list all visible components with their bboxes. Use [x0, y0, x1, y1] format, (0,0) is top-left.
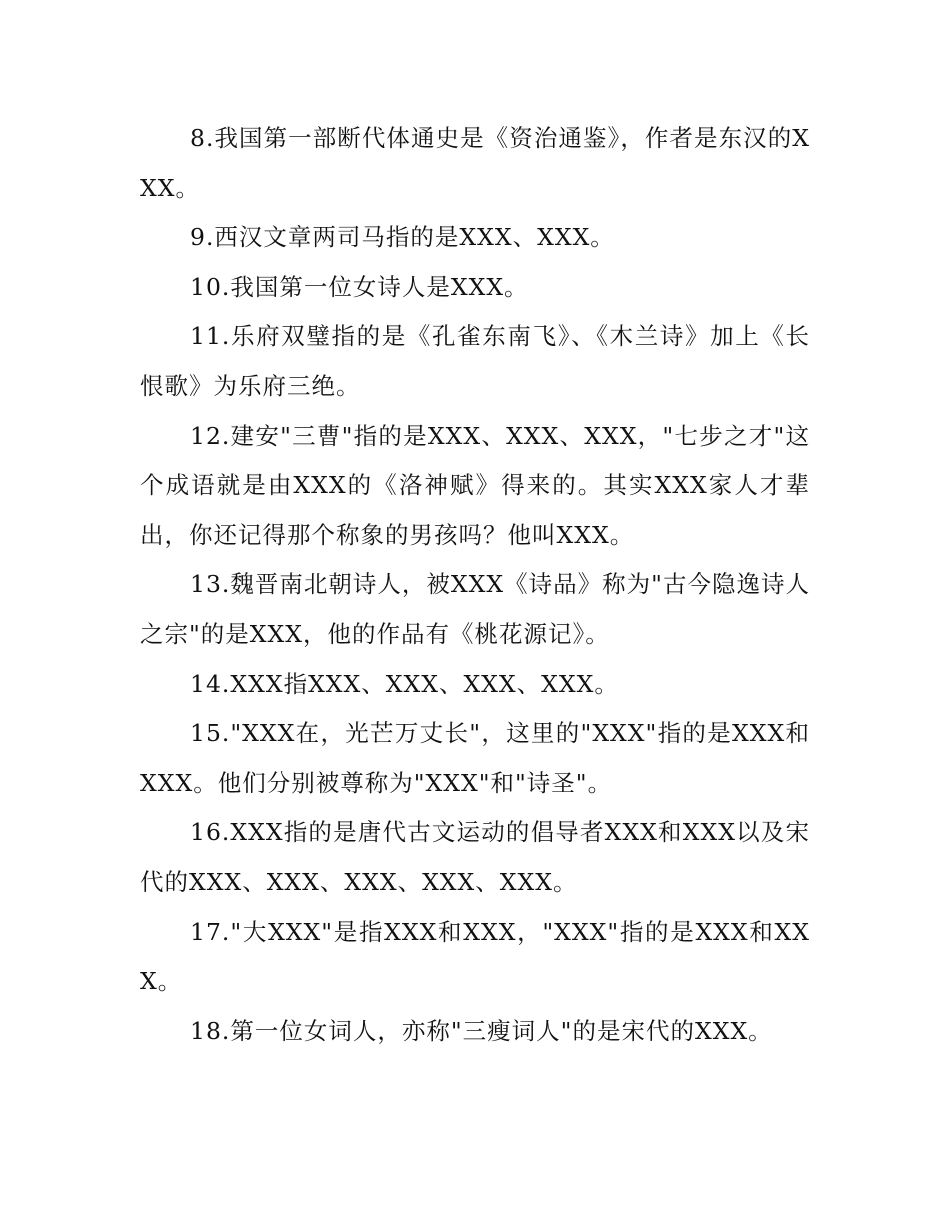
paragraph-item-13: 13.魏晋南北朝诗人，被XXX《诗品》称为"古今隐逸诗人之宗"的是XXX，他的作品有《桃花源记》。 [140, 570, 810, 648]
paragraph-item-15: 15."XXX在，光芒万丈长"，这里的"XXX"指的是XXX和XXX。他们分别被尊称为"XXX"和"诗圣"。 [140, 719, 810, 797]
paragraph-item-12: 12.建安"三曹"指的是XXX、XXX、XXX，"七步之才"这个成语就是由XXX的《洛神赋》得来的。其实XXX家人才辈出，你还记得那个称象的男孩吗？他叫XXX。 [140, 421, 810, 549]
paragraph-item-17: 17."大XXX"是指XXX和XXX，"XXX"指的是XXX和XXX。 [140, 917, 810, 996]
paragraph-item-18: 18.第一位女词人，亦称"三瘦词人"的是宋代的XXX。 [190, 1016, 773, 1045]
paragraph-item-14: 14.XXX指XXX、XXX、XXX、XXX。 [190, 669, 619, 698]
document-body [140, 114, 810, 1056]
paragraph-item-8: 8.我国第一部断代体通史是《资治通鉴》，作者是东汉的XXX。 [140, 124, 810, 202]
paragraph-item-16: 16.XXX指的是唐代古文运动的倡导者XXX和XXX以及宋代的XXX、XXX、XXX、XXX、XXX。 [140, 818, 810, 896]
paragraph-item-11: 11.乐府双璧指的是《孔雀东南飞》、《木兰诗》加上《长恨歌》为乐府三绝。 [140, 322, 810, 400]
paragraph-item-9: 9.西汉文章两司马指的是XXX、XXX。 [190, 223, 615, 252]
paragraph-item-10: 10.我国第一位女诗人是XXX。 [190, 272, 529, 301]
